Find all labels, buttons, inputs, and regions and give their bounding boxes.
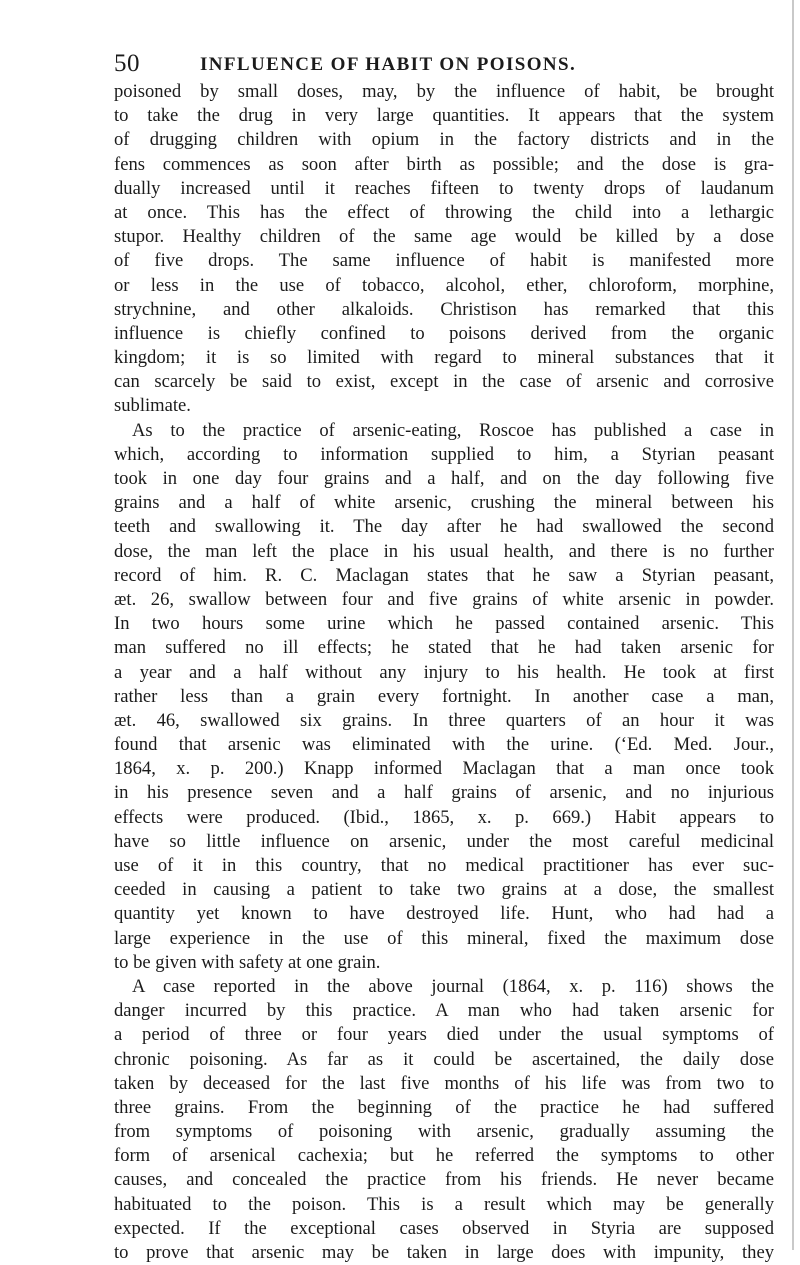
text-line: kingdom; it is so limited with regard to mineral substances that it (114, 347, 774, 369)
text-line: found that arsenic was eliminated with the urine. (‘Ed. Med. Jour., (114, 734, 774, 756)
text-line: 1864, x. p. 200.) Knapp informed Maclagan that a man once took (114, 758, 774, 780)
text-line: dually increased until it reaches fifteen to twenty drops of laudanum (114, 177, 774, 199)
text-line: in his presence seven and a half grains of arsenic, and no injurious (114, 782, 774, 804)
text-line: stupor. Healthy children of the same age would be killed by a dose (114, 226, 774, 248)
text-line: to take the drug in very large quantities. It appears that the system (114, 105, 774, 127)
running-title: INFLUENCE OF HABIT ON POISONS. (200, 54, 577, 75)
text-line: influence is chiefly confined to poisons derived from the organic (114, 322, 774, 344)
text-line: to prove that arsenic may be taken in large does with impunity, they (114, 1242, 774, 1263)
text-line: have so little influence on arsenic, under the most careful medicinal (114, 830, 774, 852)
text-line: A case reported in the above journal (1864, x. p. 116) shows the (132, 975, 774, 997)
text-line: quantity yet known to have destroyed life. Hunt, who had had a (114, 903, 774, 925)
text-line: form of arsenical cachexia; but he referred the symptoms to other (114, 1145, 774, 1167)
text-line: danger incurred by this practice. A man who had taken arsenic for (114, 1000, 774, 1022)
text-line: æt. 46, swallowed six grains. In three quarters of an hour it was (114, 709, 774, 731)
text-line: or less in the use of tobacco, alcohol, ether, chloroform, morphine, (114, 274, 774, 296)
text-line: taken by deceased for the last five months of his life was from two to (114, 1072, 774, 1094)
text-line: large experience in the use of this mineral, fixed the maximum dose (114, 927, 774, 949)
text-line: which, according to information supplied to him, a Styrian peasant (114, 443, 774, 465)
text-line: a year and a half without any injury to his health. He took at first (114, 661, 774, 683)
text-line: rather less than a grain every fortnight. In another case a man, (114, 685, 774, 707)
text-line: to be given with safety at one grain. (114, 951, 381, 973)
text-line: chronic poisoning. As far as it could be ascertained, the daily dose (114, 1048, 774, 1070)
text-line: ceeded in causing a patient to take two grains at a dose, the smallest (114, 879, 774, 901)
page-header (114, 50, 774, 84)
text-line: at once. This has the effect of throwing the child into a lethargic (114, 201, 774, 223)
text-line: use of it in this country, that no medical practitioner has ever suc- (114, 855, 774, 876)
text-line: causes, and concealed the practice from his friends. He never became (114, 1169, 774, 1191)
text-line: took in one day four grains and a half, and on the day following five (114, 468, 774, 489)
page-number: 50 (114, 50, 140, 77)
text-line: of five drops. The same influence of habit is manifested more (114, 250, 774, 272)
text-line: grains and a half of white arsenic, crushing the mineral between his (114, 492, 774, 514)
text-line: habituated to the poison. This is a result which may be generally (114, 1193, 774, 1215)
text-line: man suffered no ill effects; he stated that he had taken arsenic for (114, 637, 774, 659)
text-line: expected. If the exceptional cases observed in Styria are supposed (114, 1217, 774, 1239)
text-line: from symptoms of poisoning with arsenic, gradually assuming the (114, 1121, 774, 1143)
text-line: æt. 26, swallow between four and five grains of white arsenic in powder. (114, 588, 774, 610)
text-line: In two hours some urine which he passed contained arsenic. This (114, 613, 774, 635)
text-line: three grains. From the beginning of the practice he had suffered (114, 1096, 774, 1118)
text-line: a period of three or four years died under the usual symptoms of (114, 1024, 774, 1046)
text-line: strychnine, and other alkaloids. Christison has remarked that this (114, 298, 774, 320)
text-line: effects were produced. (Ibid., 1865, x. p. 669.) Habit appears to (114, 806, 774, 828)
page-edge-shadow (792, 0, 794, 1250)
text-line: of drugging children with opium in the factory districts and in the (114, 129, 774, 151)
text-line: poisoned by small doses, may, by the influence of habit, be brought (114, 81, 774, 102)
body-text (114, 80, 774, 1265)
text-line: can scarcely be said to exist, except in the case of arsenic and corrosive (114, 371, 774, 393)
text-line: teeth and swallowing it. The day after he had swallowed the second (114, 516, 774, 538)
text-line: dose, the man left the place in his usual health, and there is no further (114, 540, 774, 562)
text-line: fens commences as soon after birth as possible; and the dose is gra- (114, 153, 774, 175)
text-line: sublimate. (114, 395, 191, 417)
text-line: record of him. R. C. Maclagan states that he saw a Styrian peasant, (114, 564, 774, 586)
text-line: As to the practice of arsenic-eating, Roscoe has published a case in (132, 419, 774, 441)
